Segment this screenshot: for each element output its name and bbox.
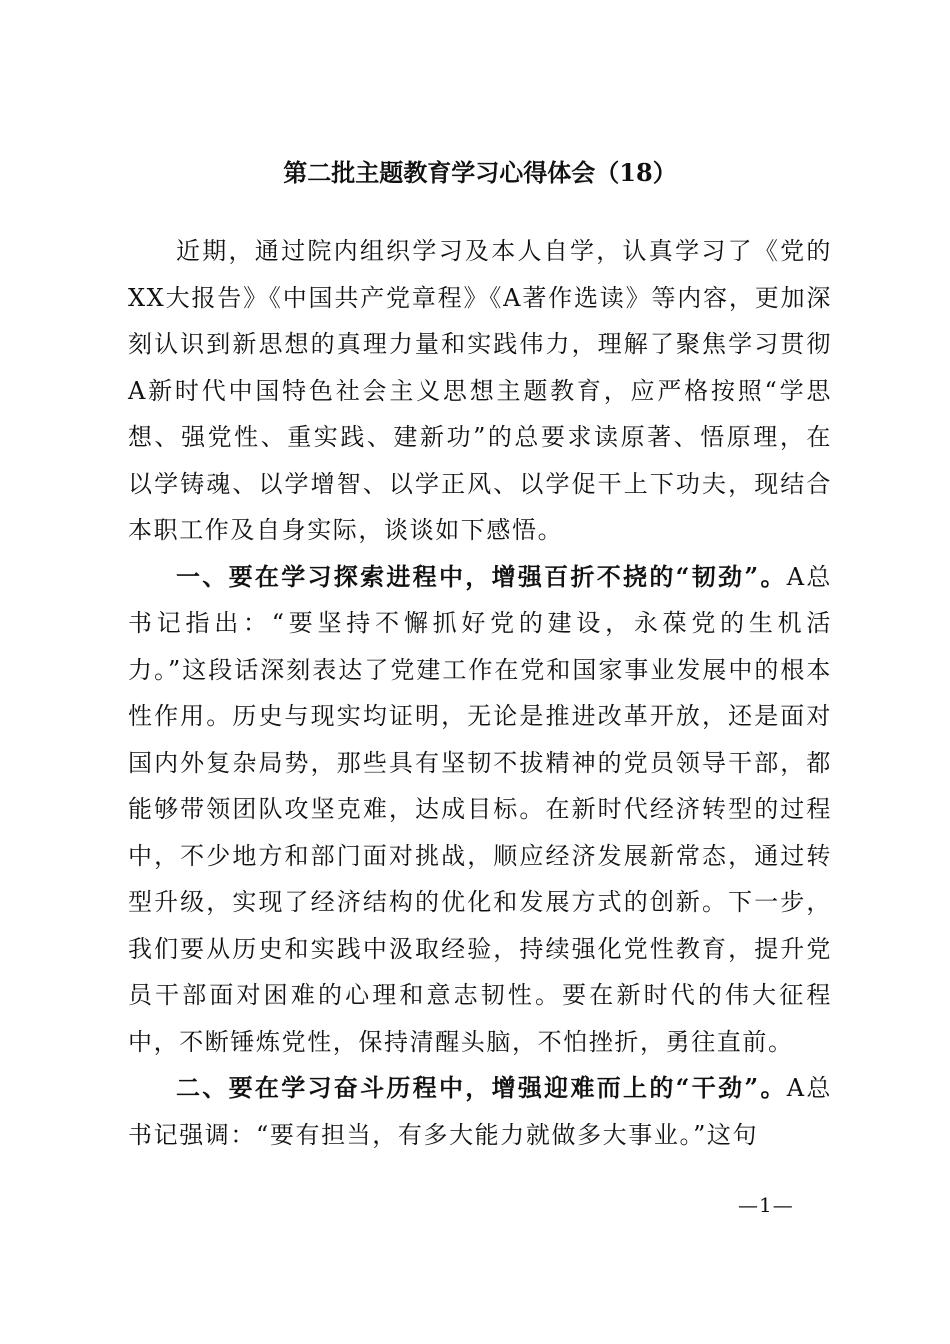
page-number: —1— bbox=[738, 1193, 794, 1217]
document-body bbox=[128, 228, 832, 1158]
section-body-2: A总书记强调：“要有担当，有多大能力就做多大事业。”这句 bbox=[128, 1074, 832, 1149]
section-body-1: A总书记指出：“要坚持不懈抓好党的建设，永葆党的生机活力。”这段话深刻表达了党建工作在党和国家事业发展中的根本性作用。历史与现实均证明，无论是推进改革开放，还是面对国内外复杂局势，那些具有坚韧不拔精神的党员领导干部，都能够带领团队攻坚克难，达成目标。在新时代经济转型的过程中，不少地方和部门面对挑战，顺应经济发展新常态，通过转型升级，实现了经济结构的优化和发展方式的创新。下一步，我们要从历史和实践中汲取经验，持续强化党性教育，提升党员干部面对困难的心理和意志韧性。要在新时代的伟大征程中，不断锤炼党性，保持清醒头脑，不怕挫折，勇往直前。 bbox=[128, 562, 832, 1056]
section-heading-2: 二、要在学习奋斗历程中，增强迎难而上的“干劲”。 bbox=[176, 1073, 787, 1102]
document-title: 第二批主题教育学习心得体会（18） bbox=[283, 158, 677, 187]
section-heading-1: 一、要在学习探索进程中，增强百折不挠的“韧劲”。 bbox=[176, 561, 787, 591]
intro-paragraph: 近期，通过院内组织学习及本人自学，认真学习了《党的XX大报告》《中国共产党章程》《A著作选读》等内容，更加深刻认识到新思想的真理力量和实践伟力，理解了聚焦学习贯彻A新时代中国特色社会主义思想主题教育，应严格按照“学思想、强党性、重实践、建新功”的总要求读原著、悟原理，在以学铸魂、以学增智、以学正风、以学促干上下功夫，现结合本职工作及自身实际，谈谈如下感悟。 bbox=[128, 237, 832, 544]
section-paragraph-2 bbox=[128, 1065, 832, 1158]
section-paragraph-1 bbox=[128, 554, 832, 1066]
